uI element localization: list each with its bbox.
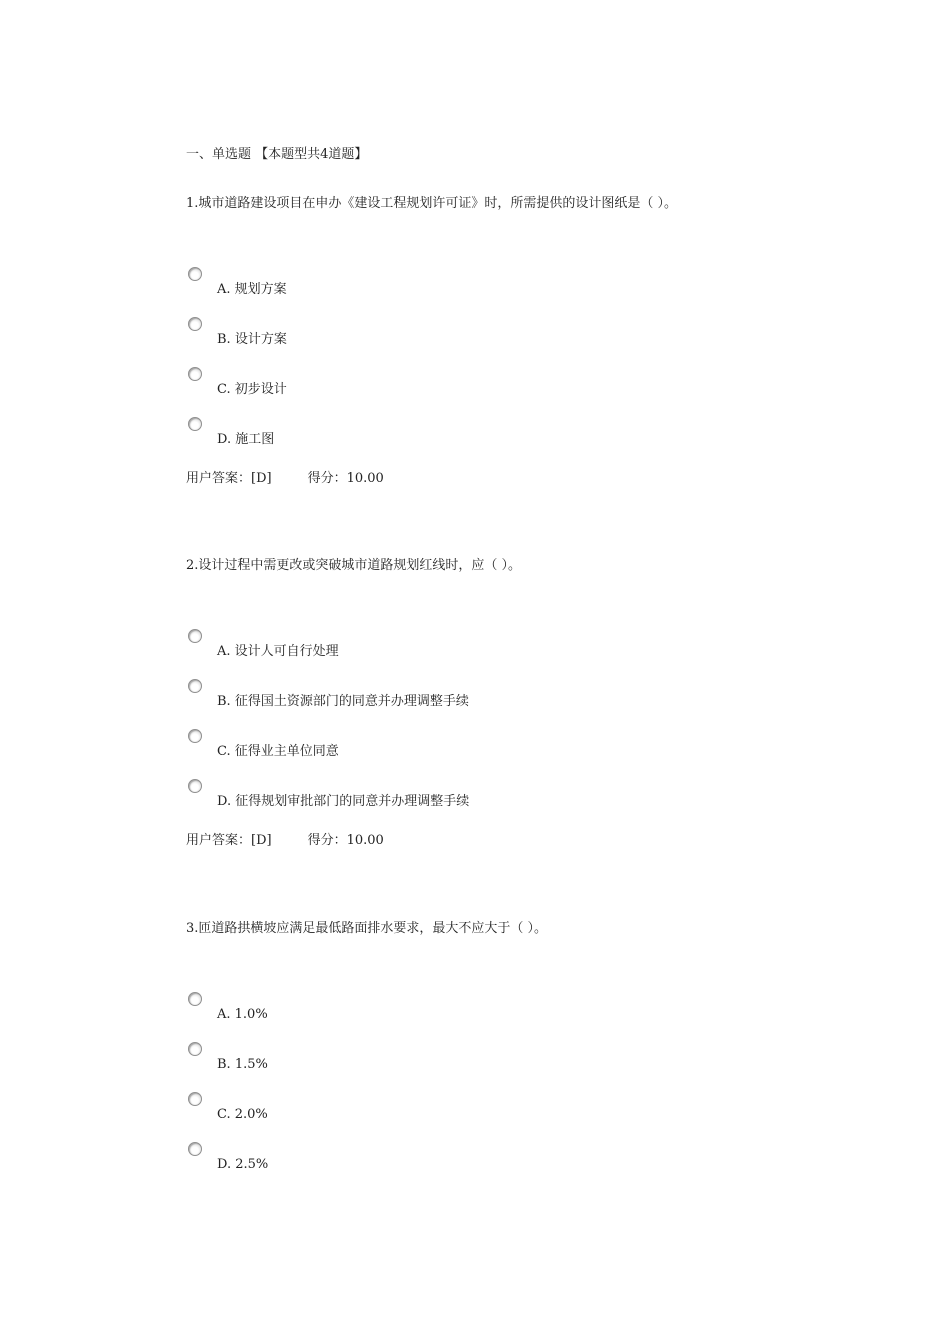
score: 得分：10.00	[307, 833, 384, 848]
question-2	[186, 557, 826, 850]
option-a[interactable]	[186, 267, 826, 317]
score: 得分：10.00	[307, 471, 384, 486]
option-d[interactable]	[186, 1142, 826, 1192]
radio-button[interactable]	[188, 367, 202, 381]
radio-button[interactable]	[188, 1092, 202, 1106]
question-text: 1.城市道路建设项目在申办《建设工程规划许可证》时，所需提供的设计图纸是（ ）。	[186, 196, 678, 211]
section-title: 一、单选题 【本题型共4道题】	[186, 147, 368, 162]
question-1	[186, 195, 826, 488]
option-c[interactable]	[186, 729, 826, 779]
radio-button[interactable]	[188, 317, 202, 331]
option-list	[186, 629, 826, 829]
option-label: C. 初步设计	[217, 382, 287, 397]
option-label: C. 2.0%	[217, 1107, 268, 1122]
radio-button[interactable]	[188, 679, 202, 693]
answer-row	[186, 470, 826, 488]
radio-button[interactable]	[188, 1042, 202, 1056]
option-list	[186, 992, 826, 1192]
question-3	[186, 920, 826, 1192]
option-a[interactable]	[186, 629, 826, 679]
option-c[interactable]	[186, 367, 826, 417]
radio-button[interactable]	[188, 992, 202, 1006]
radio-button[interactable]	[188, 1142, 202, 1156]
user-answer: 用户答案：[D]	[186, 833, 272, 848]
option-c[interactable]	[186, 1092, 826, 1142]
option-label: C. 征得业主单位同意	[217, 744, 339, 759]
radio-button[interactable]	[188, 267, 202, 281]
option-label: D. 征得规划审批部门的同意并办理调整手续	[217, 794, 470, 809]
option-d[interactable]	[186, 417, 826, 467]
option-list	[186, 267, 826, 467]
option-label: A. 规划方案	[217, 282, 287, 297]
question-text: 2.设计过程中需更改或突破城市道路规划红线时，应（ ）。	[186, 558, 522, 573]
option-label: A. 设计人可自行处理	[217, 644, 339, 659]
option-b[interactable]	[186, 1042, 826, 1092]
question-text: 3.匝道路拱横坡应满足最低路面排水要求，最大不应大于（ ）。	[186, 921, 548, 936]
option-label: B. 征得国土资源部门的同意并办理调整手续	[217, 694, 469, 709]
radio-button[interactable]	[188, 729, 202, 743]
option-label: D. 施工图	[217, 432, 275, 447]
option-a[interactable]	[186, 992, 826, 1042]
option-label: A. 1.0%	[217, 1007, 268, 1022]
answer-row	[186, 832, 826, 850]
option-b[interactable]	[186, 679, 826, 729]
user-answer: 用户答案：[D]	[186, 471, 272, 486]
option-label: D. 2.5%	[217, 1157, 269, 1172]
radio-button[interactable]	[188, 779, 202, 793]
option-label: B. 1.5%	[217, 1057, 268, 1072]
radio-button[interactable]	[188, 629, 202, 643]
radio-button[interactable]	[188, 417, 202, 431]
option-label: B. 设计方案	[217, 332, 287, 347]
option-b[interactable]	[186, 317, 826, 367]
option-d[interactable]	[186, 779, 826, 829]
